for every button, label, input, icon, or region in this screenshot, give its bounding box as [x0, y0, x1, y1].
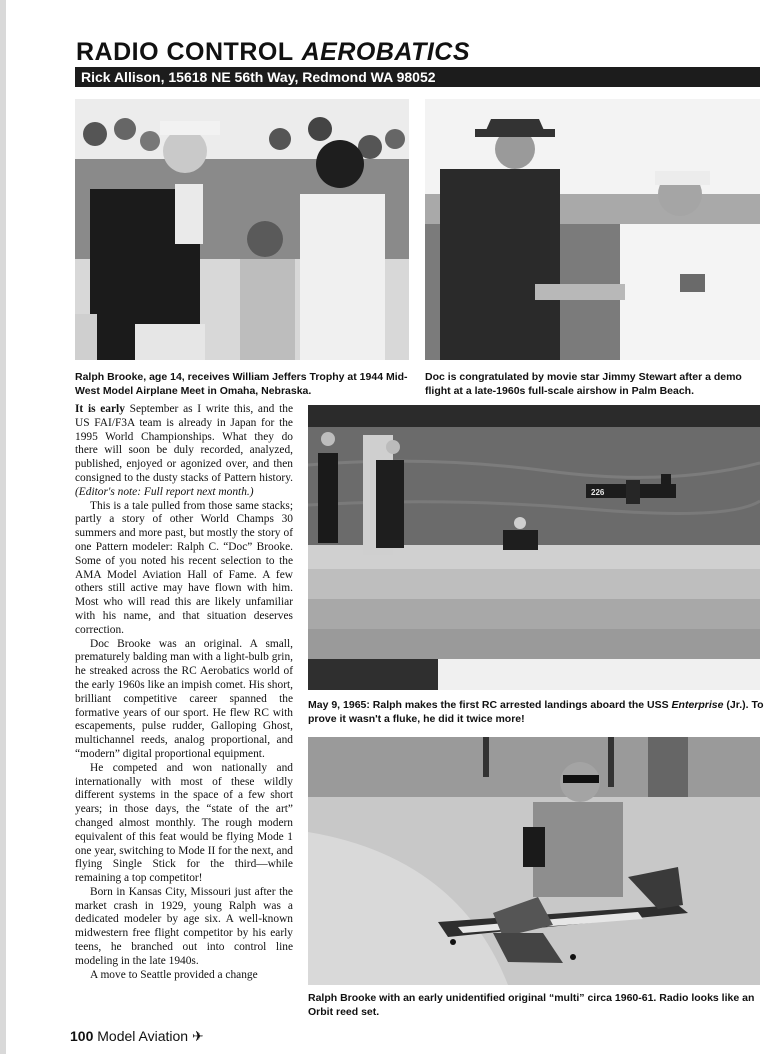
page-folio: [70, 1028, 204, 1045]
caption-stewart-photo: Doc is congratulated by movie star Jimmy Stewart after a demo flight at a late-1960s full-scale airshow in Palm Beach.: [425, 371, 742, 397]
caption-multi-photo: Ralph Brooke with an early unidentified original “multi” circa 1960-61. Radio looks like an Orbit reed set.: [308, 992, 755, 1018]
caption-trophy-photo: Ralph Brooke, age 14, receives William Jeffers Trophy at 1944 Mid-West Model Airplane Meet in Omaha, Nebraska.: [75, 371, 408, 397]
article-paragraph: Doc Brooke was an original. A small, prematurely balding man with a light-bulb grin, he streaked across the RC Aerobatics world of the early 1960s like an impish comet. His short, brilliant competitive career spanned the formative years of our sport. He flew RC with escapements, pulse rudder, Galloping Ghost, multichannel reeds, analog proportional, and “modern” digital proportional equipment.: [75, 637, 293, 760]
photo-trophy-presentation: [75, 99, 409, 360]
photo-jimmy-stewart: [425, 99, 760, 360]
title-italic: AEROBATICS: [301, 38, 471, 66]
article-body: [75, 403, 293, 982]
article-paragraph: This is a tale pulled from those same stacks; partly a story of other World Champs 30 summers and more past, but mostly the story of one Pattern modeler: Ralph C. “Doc” Brooke. Some of you noted his recent selection to the AMA Model Aviation Hall of Fame. A few others still active may have flown with him. Most who will read this are likely unfamiliar with his name, and that situation deserves correction.: [75, 499, 293, 636]
photo-ralph-with-multi: [308, 737, 760, 985]
article-paragraph: A move to Seattle provided a change: [90, 968, 258, 981]
photo-carrier-landing: [308, 405, 760, 690]
page-title: [76, 38, 470, 66]
article-paragraph: He competed and won nationally and internationally with most of these wildly different systems in the space of a few short years; in those days, the “state of the art” changed almost monthly. The rough modern equivalent of this feat would be flying Mode 1 one year, switching to Mode II for the next, and flying Single Stick for the third—while remaining a top competitor!: [75, 761, 293, 885]
article-paragraph: Born in Kansas City, Missouri just after the market crash in 1929, young Ralph was a dedicated modeler by age six. A well-known midwestern free flight competitor by his early teens, he branched out into control line modeling in the late 1940s.: [75, 885, 293, 967]
page-edge-shadow: [0, 0, 6, 1054]
plane-number: 226: [591, 488, 605, 497]
title-plain: RADIO CONTROL: [76, 38, 294, 66]
plane-icon: ✈: [191, 1028, 204, 1044]
author-byline: Rick Allison, 15618 NE 56th Way, Redmond WA 98052: [75, 67, 760, 87]
page-number: 100: [70, 1028, 94, 1044]
article-paragraph: It is early September as I write this, and the US FAI/F3A team is already in Japan for the 1995 World Championships. What they do there will soon be duly recorded, analyzed, published, enjoyed or agonized over, and then consigned to the dusty stacks of Pattern history. (Editor's note: Full report next month.): [75, 403, 293, 498]
magazine-name: Model Aviation: [97, 1028, 189, 1044]
caption-carrier-photo: May 9, 1965: Ralph makes the first RC arrested landings aboard the USS Enterprise (Jr.). To prove it wasn't a fluke, he did it twice more!: [308, 699, 764, 725]
